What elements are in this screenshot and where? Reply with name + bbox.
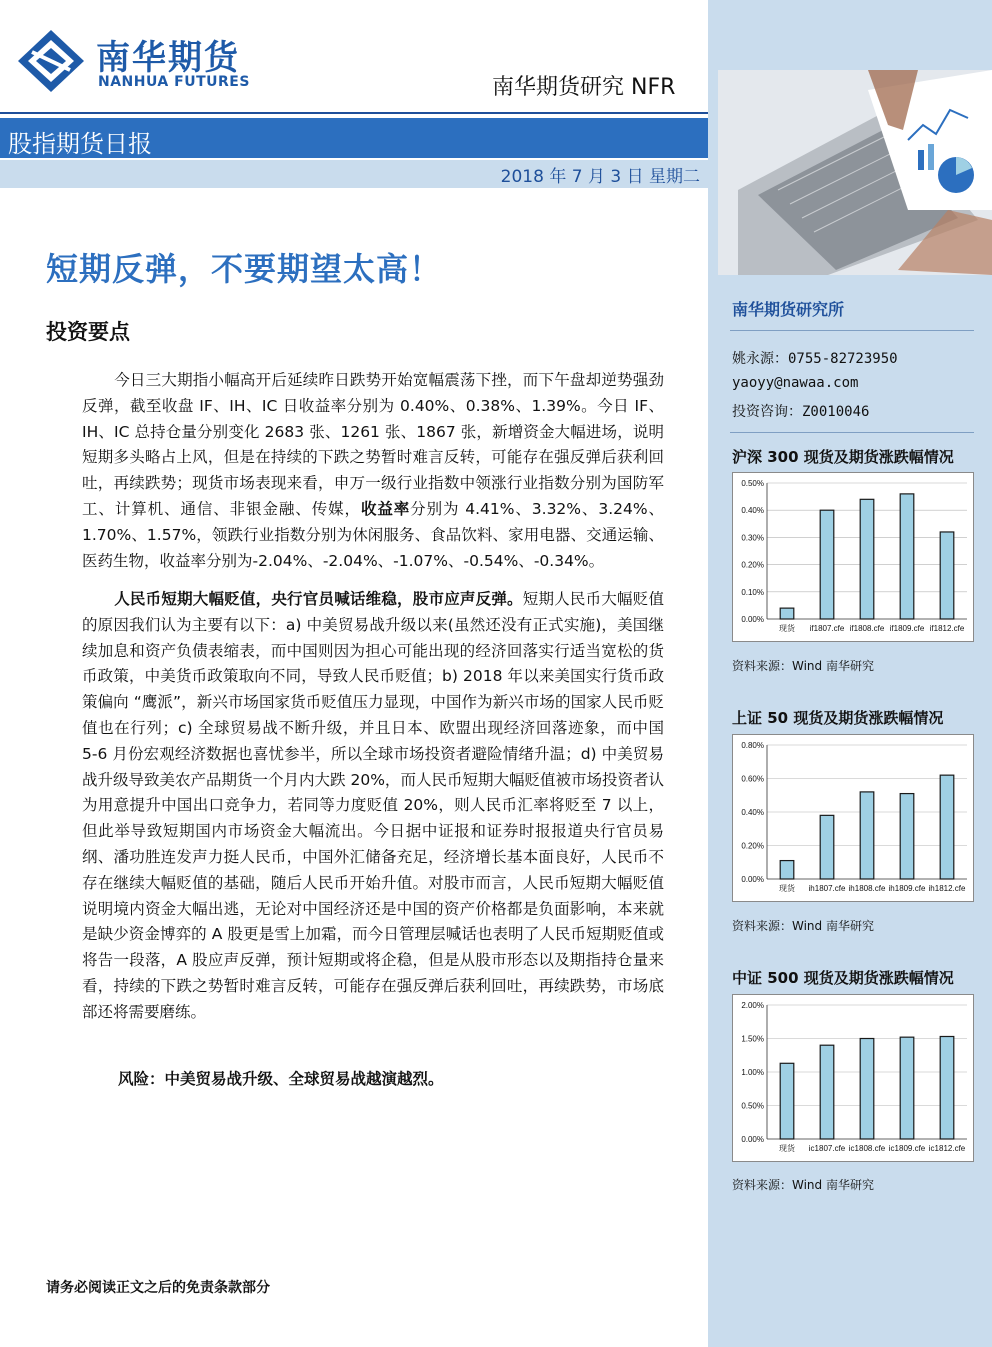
paragraph-2 bbox=[82, 587, 664, 1026]
chart-source: 资料来源：Wind 南华研究 bbox=[732, 919, 874, 933]
y-tick-label: 1.00% bbox=[741, 1068, 764, 1077]
chart-zz500-svg bbox=[733, 995, 973, 1161]
section-title: 投资要点 bbox=[46, 320, 130, 344]
brand-name-en: NANHUA FUTURES bbox=[98, 74, 250, 90]
chart-title-sz50: 上证 50 现货及期货涨跌幅情况 bbox=[732, 709, 944, 727]
x-tick-label: ic1812.cfe bbox=[928, 1144, 966, 1153]
cover-photo bbox=[718, 70, 992, 275]
chart-hs300 bbox=[732, 472, 974, 642]
bar bbox=[780, 1063, 794, 1139]
bar bbox=[820, 510, 834, 619]
x-tick-label: if1812.cfe bbox=[929, 624, 965, 633]
x-tick-label: 现货 bbox=[779, 884, 795, 893]
report-date: 2018 年 7 月 3 日 星期二 bbox=[500, 167, 700, 187]
research-title: 南华期货研究 NFR bbox=[492, 75, 676, 100]
x-tick-label: ic1808.cfe bbox=[848, 1144, 886, 1153]
y-tick-label: 2.00% bbox=[741, 1001, 764, 1010]
paragraph-2-bold: 人民币短期大幅贬值，央行官员喊话维稳，股市应声反弹。 bbox=[114, 590, 523, 608]
y-tick-label: 0.50% bbox=[741, 1101, 764, 1111]
x-tick-label: ih1812.cfe bbox=[928, 884, 966, 893]
chart-sz50 bbox=[732, 734, 974, 902]
bar bbox=[860, 499, 874, 619]
y-tick-label: 0.00% bbox=[741, 875, 764, 884]
y-tick-label: 0.10% bbox=[741, 587, 764, 597]
y-tick-label: 0.00% bbox=[741, 1135, 764, 1144]
x-tick-label: ih1808.cfe bbox=[848, 884, 886, 893]
y-tick-label: 0.20% bbox=[741, 841, 764, 851]
bar bbox=[820, 815, 834, 879]
paragraph-2-text: 短期人民币大幅贬值的原因我们认为主要有以下：a) 中美贸易战升级以来(虽然还没有正式实施)，美国继续加息和资产负债表缩表，而中国则因为担心可能出现的经济回落实行适当宽松的货币政策，中美货币政策取向不同，导致人民币贬值；b) 2018 年以来美国实行货币政策偏向 “鹰派”，新兴市场国家货币贬值压力显现，中国作为新兴市场的国家人民币贬值也在行列；c) 全球贸易战不断升级，并且日本、欧盟出现经济回落迹象，而中国 5-6 月份宏观经济数据也喜忧参半，所以全球市场投资者避险情绪升温；d) 中美贸易战升级导致美农产品期货一个月内大跌 20%，而人民币短期大幅贬值被市场投资者认为用意提升中国出口竞争力，若同等力度贬值 20%，则人民币汇率将贬至 7 以上，但此举导致短期国内市场资金大幅流出。今日据中证报和证券时报报道央行官员易纲、潘功胜连发声力挺人民币，中国外汇储备充足，经济增长基本面良好，人民币不存在继续大幅贬值的基础，随后人民币开始升值。对股市而言，人民币短期大幅贬值说明境内资金大幅出逃，无论对中国经济还是中国的资产价格都是负面影响，本来就是缺少资金博弈的 A 股更是雪上加霜，而今日管理层喊话也表明了人民币短期贬值或将告一段落，A 股应声反弹，预计短期或将企稳，但是从股市形态以及期指持仓量来看，持续的下跌之势暂时难言反转，可能存在强反弹后获利回吐，再续跌势，市场底部还将需要磨练。 bbox=[82, 590, 664, 1021]
header-divider bbox=[0, 112, 708, 114]
chart-source: 资料来源：Wind 南华研究 bbox=[732, 659, 874, 673]
x-tick-label: 现货 bbox=[779, 624, 795, 633]
sidebar-divider bbox=[730, 330, 974, 331]
analyst-license: 投资咨询：Z0010046 bbox=[732, 404, 870, 420]
bar bbox=[900, 1037, 914, 1139]
paragraph-1 bbox=[82, 368, 664, 574]
x-tick-label: ih1807.cfe bbox=[808, 884, 846, 893]
bar bbox=[780, 608, 794, 619]
disclaimer-note: 请务必阅读正文之后的免责条款部分 bbox=[46, 1280, 270, 1296]
bar bbox=[860, 792, 874, 879]
paragraph-1-bold: 收益率 bbox=[360, 499, 411, 518]
bar bbox=[900, 494, 914, 619]
x-tick-label: 现货 bbox=[779, 1144, 795, 1153]
bar bbox=[780, 861, 794, 879]
x-tick-label: if1808.cfe bbox=[849, 624, 885, 633]
chart-title-zz500: 中证 500 现货及期货涨跌幅情况 bbox=[732, 969, 954, 987]
bar bbox=[940, 1036, 954, 1139]
y-tick-label: 0.00% bbox=[741, 615, 764, 624]
x-tick-label: ic1807.cfe bbox=[808, 1144, 846, 1153]
y-tick-label: 0.40% bbox=[741, 808, 764, 817]
risk-note: 风险：中美贸易战升级、全球贸易战越演越烈。 bbox=[118, 1070, 444, 1088]
y-tick-label: 0.60% bbox=[741, 774, 764, 784]
nanhua-logo-icon bbox=[18, 30, 84, 92]
article-headline: 短期反弹，不要期望太高！ bbox=[46, 250, 443, 288]
bar bbox=[900, 794, 914, 879]
sidebar-divider bbox=[730, 432, 974, 433]
analyst-contact: 姚永源：0755-82723950 bbox=[732, 351, 898, 367]
analyst-email: yaoyy@nawaa.com bbox=[732, 375, 859, 391]
y-tick-label: 0.80% bbox=[741, 741, 764, 750]
y-tick-label: 0.20% bbox=[741, 560, 764, 570]
institute-name: 南华期货研究所 bbox=[732, 300, 845, 319]
x-tick-label: if1809.cfe bbox=[889, 624, 925, 633]
bar bbox=[940, 775, 954, 879]
paragraph-1-text: 今日三大期指小幅高开后延续昨日跌势开始宽幅震荡下挫，而下午盘却逆势强劲反弹，截至收盘 IF、IH、IC 日收益率分别为 0.40%、0.38%、1.39%。今日 IF、IH、IC 总持仓量分别变化 2683 张、1261 张、1867 张，新增资金大幅进场，说明短期多头略占上风，但是在持续的下跌之势暂时难言反转，可能存在强反弹后获利回吐，再续跌势；现货市场表现来看，申万一级行业指数中领涨行业指数分别为国防军工、计算机、通信、非银金融、传媒， bbox=[82, 371, 664, 518]
chart-source: 资料来源：Wind 南华研究 bbox=[732, 1178, 874, 1192]
bar bbox=[820, 1045, 834, 1139]
x-tick-label: ic1809.cfe bbox=[888, 1144, 926, 1153]
x-tick-label: if1807.cfe bbox=[809, 624, 845, 633]
chart-title-hs300: 沪深 300 现货及期货涨跌幅情况 bbox=[732, 448, 954, 466]
report-type: 股指期货日报 bbox=[8, 130, 152, 158]
chart-zz500 bbox=[732, 994, 974, 1162]
chart-hs300-svg bbox=[733, 473, 973, 641]
x-tick-label: ih1809.cfe bbox=[888, 884, 926, 893]
bar bbox=[860, 1039, 874, 1140]
chart-sz50-svg bbox=[733, 735, 973, 901]
y-tick-label: 0.40% bbox=[741, 506, 764, 516]
paragraph-1-tail: 分别为 4.41%、3.32%、3.24%、1.70%、1.57%，领跌行业指数分别为休闲服务、食品饮料、家用电器、交通运输、医药生物，收益率分别为-2.04%、-2.04%、-1.07%、-0.54%、-0.34%。 bbox=[82, 499, 664, 570]
brand-name-cn: 南华期货 bbox=[96, 38, 240, 78]
y-tick-label: 0.30% bbox=[741, 533, 764, 543]
bar bbox=[940, 532, 954, 619]
y-tick-label: 1.50% bbox=[741, 1034, 764, 1044]
y-tick-label: 0.50% bbox=[741, 479, 764, 488]
